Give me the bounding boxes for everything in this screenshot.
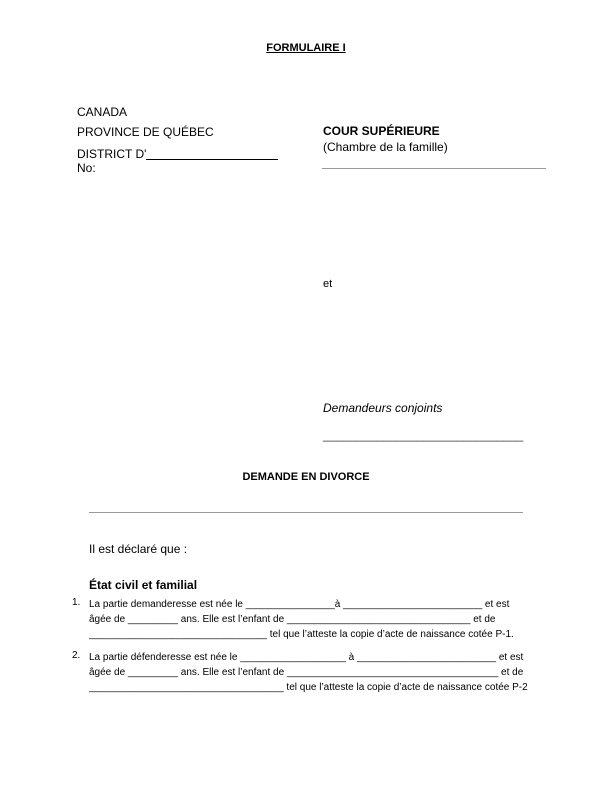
et-conjunction: et <box>323 278 333 290</box>
item-number: 1. <box>72 597 81 608</box>
district-text: DISTRICT D' <box>77 147 147 161</box>
applicants-signature-line[interactable]: ______________________________ <box>323 428 524 442</box>
court-name: COUR SUPÉRIEURE <box>323 124 440 138</box>
form-title: FORMULAIRE I <box>266 42 346 54</box>
list-item <box>89 597 549 642</box>
party-line-top[interactable] <box>322 168 546 169</box>
demand-title: DEMANDE EN DIVORCE <box>242 471 370 483</box>
declaration-intro: Il est déclaré que : <box>89 542 188 556</box>
list-item <box>89 650 549 695</box>
item-line: La partie défenderesse est née le ___________________ à _________________________ et est <box>89 652 524 663</box>
divider <box>89 512 523 513</box>
applicants-label: Demandeurs conjoints <box>323 401 443 415</box>
item-line: ________________________________ tel que l’atteste la copie d’acte de naissance cotée P-1. <box>89 629 514 640</box>
item-line: ___________________________________ tel que l’atteste la copie d’acte de naissance cotée P-2 <box>89 682 528 693</box>
file-number-label: No: <box>77 161 96 175</box>
item-line: âgée de _________ ans. Elle est l’enfant de ______________________________________ et de <box>89 667 524 678</box>
country-label: CANADA <box>77 105 128 119</box>
court-chamber: (Chambre de la famille) <box>323 140 448 154</box>
province-label: PROVINCE DE QUÉBEC <box>77 125 214 139</box>
item-number: 2. <box>72 650 81 661</box>
section-heading: État civil et familial <box>89 578 198 592</box>
item-line: La partie demanderesse est née le ________________à _________________________ et est <box>89 599 510 610</box>
item-line: âgée de _________ ans. Elle est l’enfant de _________________________________ et de <box>89 614 496 625</box>
district-field[interactable] <box>146 159 278 160</box>
district-label <box>77 147 146 161</box>
